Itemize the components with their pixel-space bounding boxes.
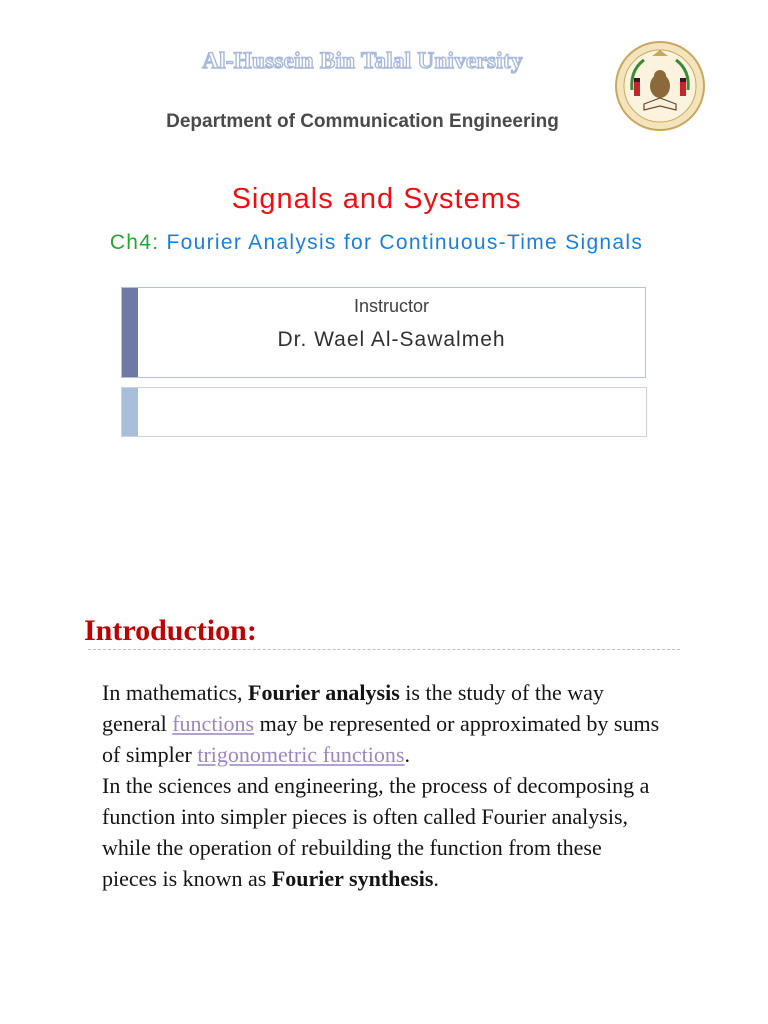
chapter-topic: Fourier Analysis for Continuous-Time Signals [166, 231, 644, 254]
department-name: Department of Communication Engineering [166, 111, 559, 132]
introduction-paragraph-2: In the sciences and engineering, the process of decomposing a function into simpler pieces is often called Fourier analysis, while the operation of rebuilding the function from these pieces is known as Fourier synthesis. [102, 773, 650, 891]
fourier-synthesis-term: Fourier synthesis [271, 866, 434, 891]
instructor-label: Instructor [353, 296, 430, 316]
empty-info-box [121, 387, 647, 437]
functions-link[interactable]: functions [172, 711, 255, 736]
university-name: Al-Hussein Bin Talal University [202, 48, 523, 73]
introduction-paragraph-1: In mathematics, Fourier analysis is the study of the way general functions may be represented or approximated by sums of simpler trigonometric functions. [102, 680, 660, 767]
fourier-analysis-term: Fourier analysis [248, 680, 400, 705]
trigonometric-functions-link[interactable]: trigonometric functions [197, 742, 405, 767]
introduction-heading: Introduction: [84, 614, 257, 647]
chapter-title [100, 228, 653, 258]
introduction-body [102, 677, 662, 894]
instructor-name: Dr. Wael Al-Sawalmeh [277, 328, 506, 351]
course-title: Signals and Systems [231, 183, 522, 215]
info-accent-bar [122, 388, 138, 436]
chapter-number: Ch4: [109, 231, 160, 254]
dashed-divider [88, 649, 680, 650]
instructor-box [121, 287, 646, 378]
instructor-accent-bar [122, 288, 138, 377]
university-seal-logo [614, 40, 706, 132]
